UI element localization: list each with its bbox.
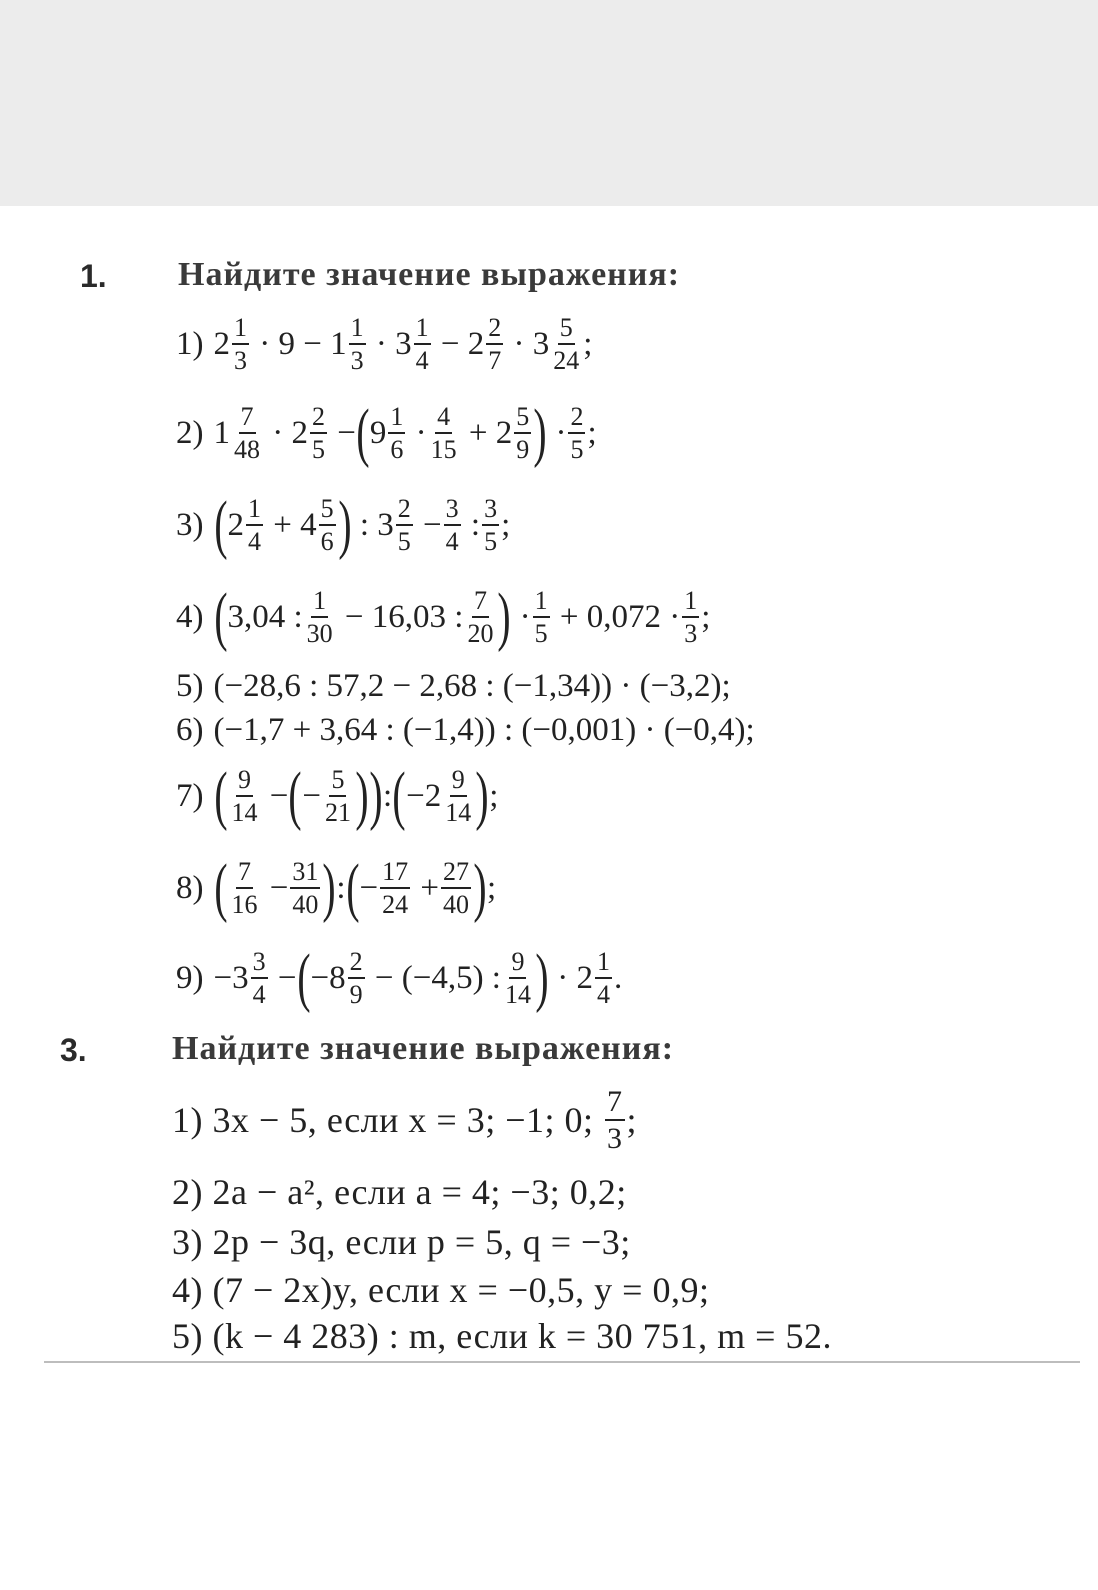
task-1-heading: Найдите значение выражения:	[178, 256, 681, 293]
task-1-item-4: 4) ( 3,04 : $\frac{1}{30}$ − 16,03 : $\frac{7}{20}$ ) · $\frac{1}{5}$ + 0,072 · $\frac{1}{3}$ ;	[176, 580, 711, 653]
item-label: 8)	[176, 869, 204, 906]
task-1-item-2: 2) 1 $\frac{7}{48}$ · 2 $\frac{2}{5}$ − ( 9 $\frac{1}{6}$ · $\frac{4}{15}$ + 2 $\frac{5}{9}$ ) · $\frac{2}{5}$ ;	[176, 396, 597, 469]
condition: если a = 4; −3; 0,2;	[334, 1172, 627, 1212]
item-label: 2)	[172, 1172, 203, 1212]
task-1-item-9: 9) −3 $\frac{3}{4}$ − ( −8 $\frac{2}{9}$ − (−4,5) : $\frac{9}{14}$ ) · 2 $\frac{1}{4}$ .	[176, 941, 623, 1014]
task-1-item-6	[176, 708, 755, 752]
expression: (k − 4 283) : m,	[212, 1316, 447, 1356]
item-label: 2)	[176, 414, 204, 451]
item-label: 1)	[176, 325, 204, 362]
item-label: 1)	[172, 1100, 203, 1140]
task-3-item-1: 1) 3x − 5, если x = 3; −1; 0; $\frac{7}{3}$ ;	[172, 1084, 638, 1155]
task-1-item-3: 3) ( 2 $\frac{1}{4}$ + 4 $\frac{5}{6}$ ) : 3 $\frac{2}{5}$ − $\frac{3}{4}$ : $\frac{3}{5}$ ;	[176, 488, 511, 561]
task-1-number: 1.	[80, 258, 107, 294]
item-label: 5)	[172, 1316, 203, 1356]
task-3-number: 3.	[60, 1032, 87, 1068]
task-1-item-5	[176, 664, 731, 708]
task-3-heading: Найдите значение выражения:	[172, 1030, 675, 1067]
task-1-item-8: 8) ( $\frac{7}{16}$ − $\frac{31}{40}$ ) : ( − $\frac{17}{24}$ + $\frac{27}{40}$ ) ;	[176, 851, 497, 924]
item-label: 3)	[172, 1222, 203, 1262]
item-label: 5)	[176, 667, 204, 704]
item-label: 9)	[176, 959, 204, 996]
task-3-item-4	[172, 1266, 709, 1314]
condition: если k = 30 751, m = 52.	[456, 1316, 832, 1356]
task-1-item-1: 1) 2 $\frac{1}{3}$ · 9 − 1 $\frac{1}{3}$ · 3 $\frac{1}{4}$ − 2 $\frac{2}{7}$ · 3 $\frac{5}{24}$ ;	[176, 312, 593, 375]
expression: 3x − 5,	[212, 1100, 318, 1140]
expression-text: (−1,7 + 3,64 : (−1,4)) : (−0,001) · (−0,4);	[213, 711, 755, 748]
item-label: 4)	[176, 598, 204, 635]
expression: (7 − 2x)y,	[212, 1270, 359, 1310]
task-3-item-2	[172, 1168, 627, 1216]
item-label: 7)	[176, 777, 204, 814]
condition: если x = 3; −1; 0;	[326, 1100, 594, 1140]
top-blank-band	[0, 0, 1098, 206]
condition: если x = −0,5, y = 0,9;	[367, 1270, 710, 1310]
condition: если p = 5, q = −3;	[345, 1222, 631, 1262]
expression-text: (−28,6 : 57,2 − 2,68 : (−1,34)) · (−3,2);	[213, 667, 731, 704]
expression: 2p − 3q,	[212, 1222, 336, 1262]
task-3-item-5	[172, 1312, 832, 1360]
item-label: 6)	[176, 711, 204, 748]
page-bottom-rule	[44, 1361, 1080, 1363]
task-1-item-7: 7) ( $\frac{9}{14}$ − ( − $\frac{5}{21}$ ) ) : ( −2 $\frac{9}{14}$ ) ;	[176, 759, 499, 832]
item-label: 3)	[176, 506, 204, 543]
task-3-item-3	[172, 1218, 631, 1266]
item-label: 4)	[172, 1270, 203, 1310]
expression: 2a − a²,	[212, 1172, 325, 1212]
